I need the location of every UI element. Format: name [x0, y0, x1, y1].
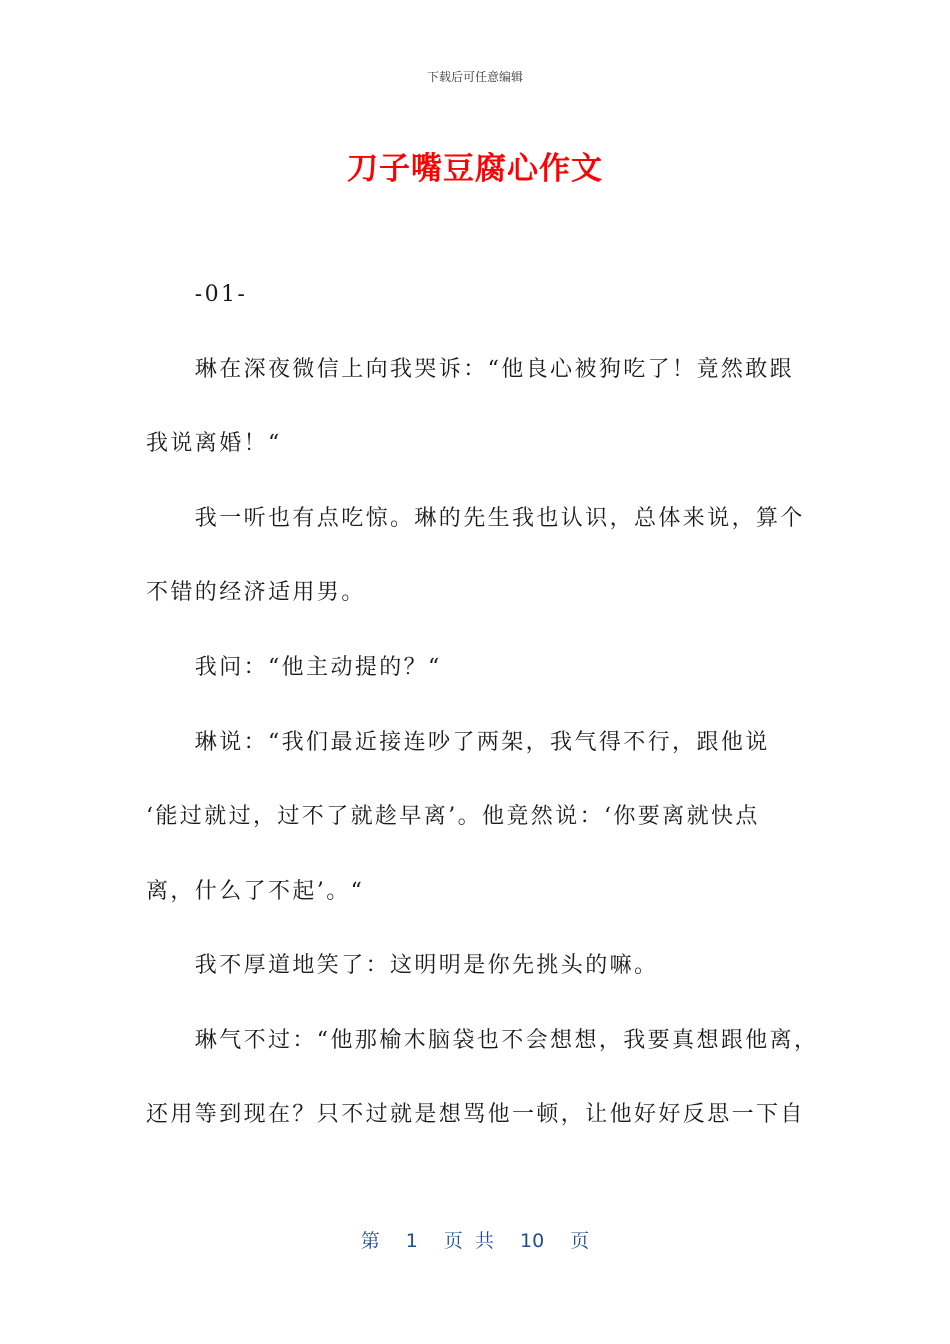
page-footer [0, 1226, 950, 1253]
paragraph-line: 离，什么了不起’。“ [146, 879, 365, 904]
paragraph-line: 我一听也有点吃惊。琳的先生我也认识，总体来说，算个 [146, 506, 805, 531]
paragraph-line: 琳气不过：“他那榆木脑袋也不会想想，我要真想跟他离， [146, 1028, 819, 1053]
paragraph-line: 琳说：“我们最近接连吵了两架，我气得不行，跟他说 [146, 730, 770, 755]
paragraph-line: -01- [146, 282, 248, 307]
current-page-number: 1 [405, 1230, 418, 1252]
paragraph-line: 我问：“他主动提的？“ [146, 655, 442, 680]
paragraph-line: 不错的经济适用男。 [146, 580, 366, 605]
footer-prefix: 第 [360, 1230, 380, 1252]
paragraph-line: 还用等到现在？只不过就是想骂他一顿，让他好好反思一下自 [146, 1102, 805, 1127]
header-note: 下载后可任意编辑 [426, 70, 523, 84]
footer-suffix: 页 [570, 1230, 590, 1252]
paragraph-line: 我说离婚！“ [146, 431, 282, 456]
paragraph-line: ‘能过就过，过不了就趁早离’。他竟然说：‘你要离就快点 [146, 804, 760, 829]
paragraph-line: 我不厚道地笑了：这明明是你先挑头的嘛。 [146, 953, 659, 978]
paragraph-line: 琳在深夜微信上向我哭诉：“他良心被狗吃了！竟然敢跟 [146, 357, 795, 382]
total-page-count: 10 [520, 1230, 545, 1252]
document-title: 刀子嘴豆腐心作文 [347, 151, 603, 187]
footer-middle: 页 共 [443, 1230, 494, 1252]
